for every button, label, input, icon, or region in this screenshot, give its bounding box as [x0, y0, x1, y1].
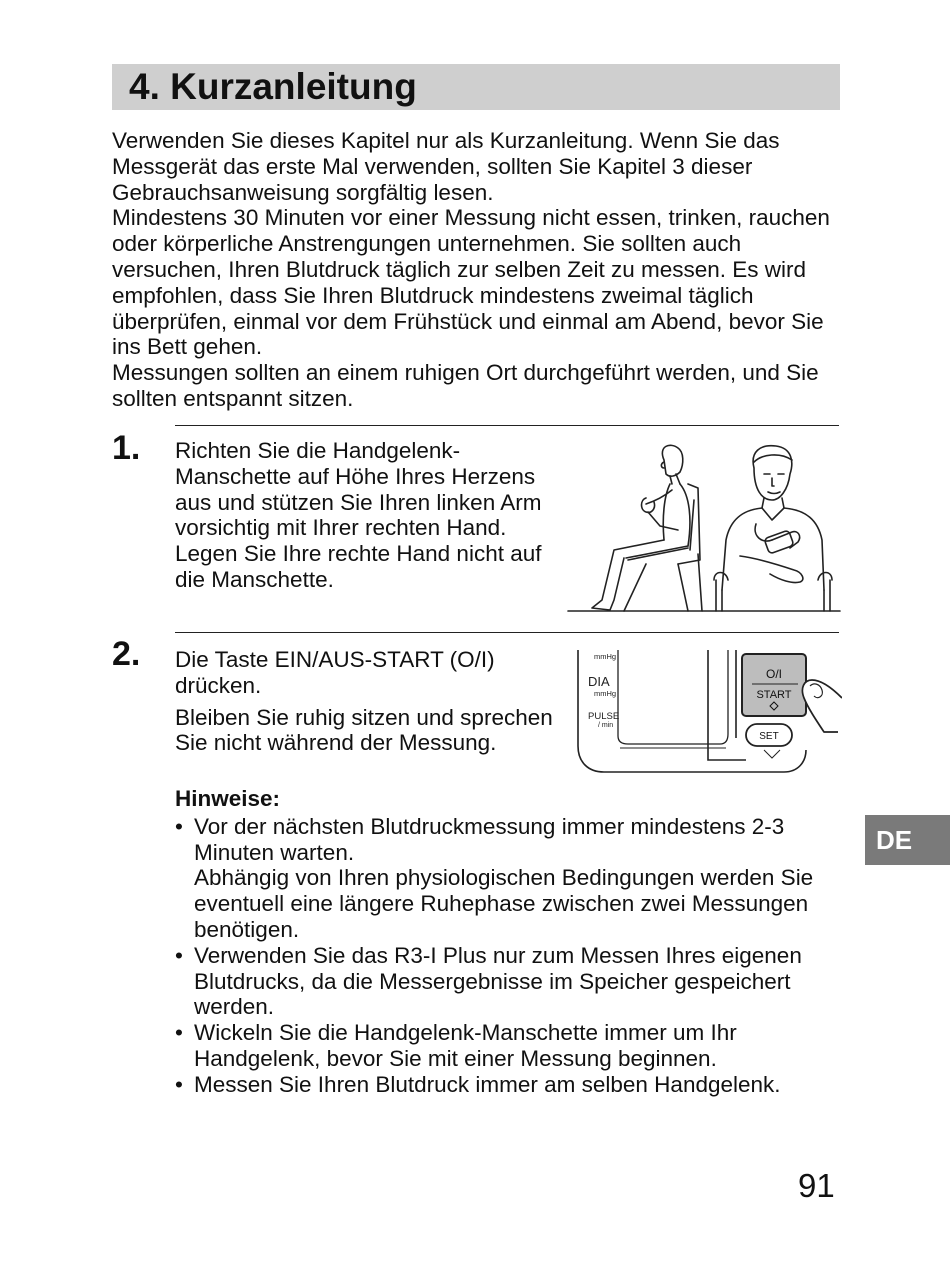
pulse-label: PULSE — [588, 711, 620, 722]
step-2-instruction: Die Taste EIN/AUS-START (O/I) drücken. — [175, 647, 495, 698]
note-text: Wickeln Sie die Handgelenk-Manschette immer um Ihr Handgelenk, bevor Sie mit einer Messung beginnen. — [194, 1020, 737, 1071]
section-title-bar — [112, 64, 840, 110]
note-extra: Abhängig von Ihren physiologischen Bedingungen werden Sie eventuell eine längere Ruhephase zwischen zwei Messungen benötigen. — [194, 865, 814, 942]
intro-paragraph: Verwenden Sie dieses Kapitel nur als Kurzanleitung. Wenn Sie das Messgerät das erste Mal verwenden, sollten Sie Kapitel 3 dieser Gebrauchsanweisung sorgfältig lesen. — [112, 128, 780, 205]
step-1-text — [175, 438, 565, 593]
pulse-unit-label: / min — [598, 722, 614, 729]
bullet: • — [175, 1071, 183, 1097]
posture-illustration — [566, 440, 842, 615]
step-2-number: 2. — [112, 635, 141, 673]
seated-person-front-icon — [714, 446, 832, 611]
notes-heading: Hinweise: — [175, 786, 281, 811]
bullet: • — [175, 1020, 183, 1046]
section-title: 4. Kurzanleitung — [129, 66, 417, 107]
step-1-number: 1. — [112, 429, 141, 467]
page-number: 91 — [798, 1167, 835, 1204]
start-button-label: START — [756, 689, 792, 701]
language-tab: DE — [865, 815, 950, 865]
step-2-text — [175, 647, 565, 756]
note-text: Messen Sie Ihren Blutdruck immer am selben Handgelenk. — [194, 1071, 781, 1097]
dia-label: DIA — [588, 674, 610, 689]
seated-person-side-icon — [592, 445, 702, 611]
notes-section — [175, 786, 845, 1098]
finger-icon — [802, 680, 842, 732]
list-item — [175, 1020, 845, 1072]
unit-label: mmHg — [594, 689, 617, 698]
notes-list — [175, 814, 845, 1098]
intro-text — [112, 128, 840, 412]
divider — [175, 425, 839, 426]
note-text: Verwenden Sie das R3-I Plus nur zum Messen Ihres eigenen Blutdrucks, da die Messergebnisse im Speicher gespeichert werden. — [194, 942, 802, 1020]
power-button-label: O/I — [765, 667, 783, 681]
step-2-instruction-note: Bleiben Sie ruhig sitzen und sprechen Sie nicht während der Messung. — [175, 704, 553, 756]
list-item — [175, 943, 845, 1020]
step-1-instruction: Richten Sie die Handgelenk-Manschette auf Höhe Ihres Herzens aus und stützen Sie Ihren linken Arm vorsichtig mit Ihrer rechten Hand. Legen Sie Ihre rechte Hand nicht auf die Manschette. — [175, 438, 542, 592]
bullet: • — [175, 813, 183, 839]
list-item — [175, 814, 845, 943]
list-item — [175, 1072, 845, 1098]
unit-label: mmHg — [594, 652, 617, 661]
intro-paragraph: Mindestens 30 Minuten vor einer Messung nicht essen, trinken, rauchen oder körperliche Anstrengungen unternehmen. Sie sollten auch versuchen, Ihren Blutdruck täglich zur selben Zeit zu messen. Es wird empfohlen, dass Sie Ihren Blutdruck mindestens zweimal täglich überprüfen, einmal vor dem Frühstück und einmal am Abend, bevor Sie ins Bett gehen. — [112, 205, 830, 360]
bullet: • — [175, 942, 183, 968]
intro-paragraph: Messungen sollten an einem ruhigen Ort durchgeführt werden, und Sie sollten entspannt sitzen. — [112, 360, 819, 411]
note-text: Vor der nächsten Blutdruckmessung immer mindestens 2-3 Minuten warten. — [194, 813, 785, 865]
set-button-label: SET — [759, 731, 779, 742]
divider — [175, 632, 839, 633]
device-illustration — [576, 650, 842, 776]
